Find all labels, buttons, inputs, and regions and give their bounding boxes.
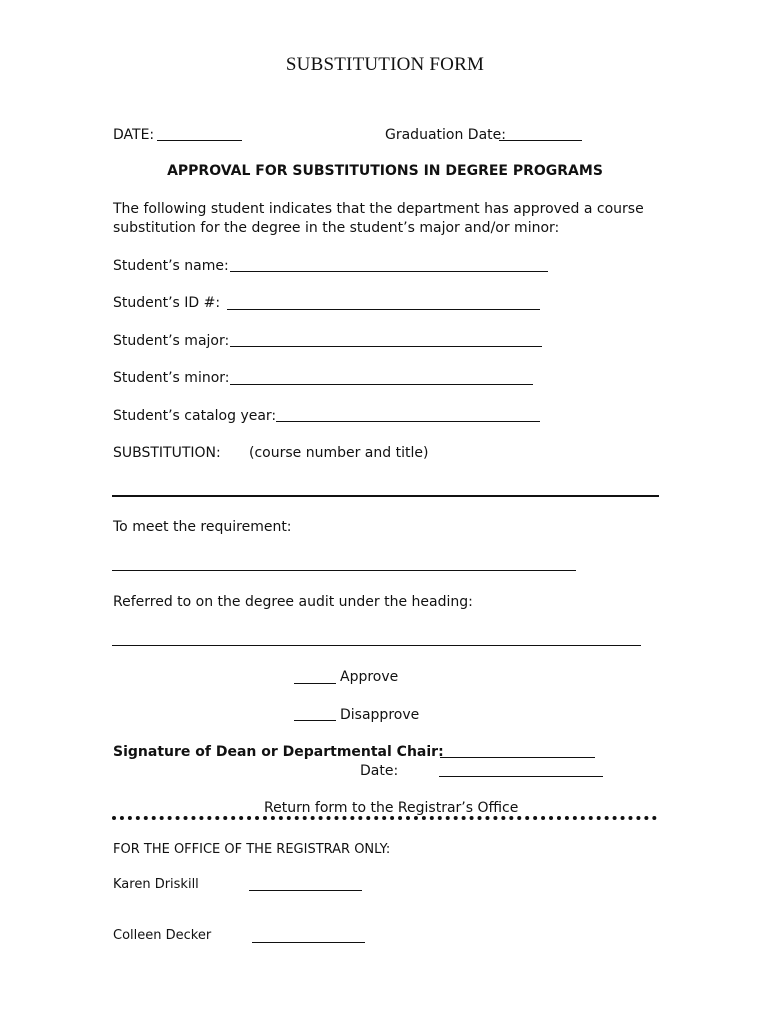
registrar-name-1: Karen Driskill (113, 877, 199, 892)
student-minor-field[interactable] (230, 384, 533, 385)
office-only-label: FOR THE OFFICE OF THE REGISTRAR ONLY: (113, 842, 391, 857)
signature-date-label: Date: (360, 763, 399, 779)
student-id-label: Student’s ID #: (113, 295, 221, 311)
signature-label: Signature of Dean or Departmental Chair: (113, 744, 444, 760)
page-title: SUBSTITUTION FORM (285, 54, 485, 75)
intro-text-line-1: The following student indicates that the department has approved a course (113, 201, 644, 217)
signature-date-field[interactable] (439, 776, 603, 777)
date-field[interactable] (157, 140, 242, 141)
requirement-field[interactable] (112, 570, 576, 571)
referred-heading-label: Referred to on the degree audit under the heading: (113, 594, 473, 610)
signature-field[interactable] (440, 757, 595, 758)
graduation-date-label: Graduation Date: (385, 127, 506, 143)
approve-label: Approve (340, 669, 399, 685)
student-name-field[interactable] (230, 271, 548, 272)
student-id-field[interactable] (227, 309, 540, 310)
registrar-1-signature-field[interactable] (249, 890, 362, 891)
referred-heading-field[interactable] (112, 645, 641, 646)
dotted-divider (112, 816, 657, 820)
requirement-label: To meet the requirement: (113, 519, 292, 535)
registrar-name-2: Colleen Decker (113, 928, 212, 943)
intro-text-line-2: substitution for the degree in the student’s major and/or minor: (113, 220, 560, 236)
student-major-field[interactable] (230, 346, 542, 347)
substitution-label: SUBSTITUTION: (113, 445, 221, 461)
section-heading: APPROVAL FOR SUBSTITUTIONS IN DEGREE PROGRAMS (167, 163, 603, 179)
substitution-field[interactable] (112, 495, 659, 497)
date-label: DATE: (113, 127, 155, 143)
registrar-2-signature-field[interactable] (252, 942, 365, 943)
student-major-label: Student’s major: (113, 333, 230, 349)
student-minor-label: Student’s minor: (113, 370, 230, 386)
disapprove-label: Disapprove (340, 707, 420, 723)
graduation-date-field[interactable] (499, 140, 582, 141)
approve-mark-field[interactable] (294, 683, 336, 684)
catalog-year-field[interactable] (276, 421, 540, 422)
return-note: Return form to the Registrar’s Office (264, 800, 519, 816)
catalog-year-label: Student’s catalog year: (113, 408, 277, 424)
student-name-label: Student’s name: (113, 258, 229, 274)
disapprove-mark-field[interactable] (294, 720, 336, 721)
substitution-hint: (course number and title) (249, 445, 429, 461)
